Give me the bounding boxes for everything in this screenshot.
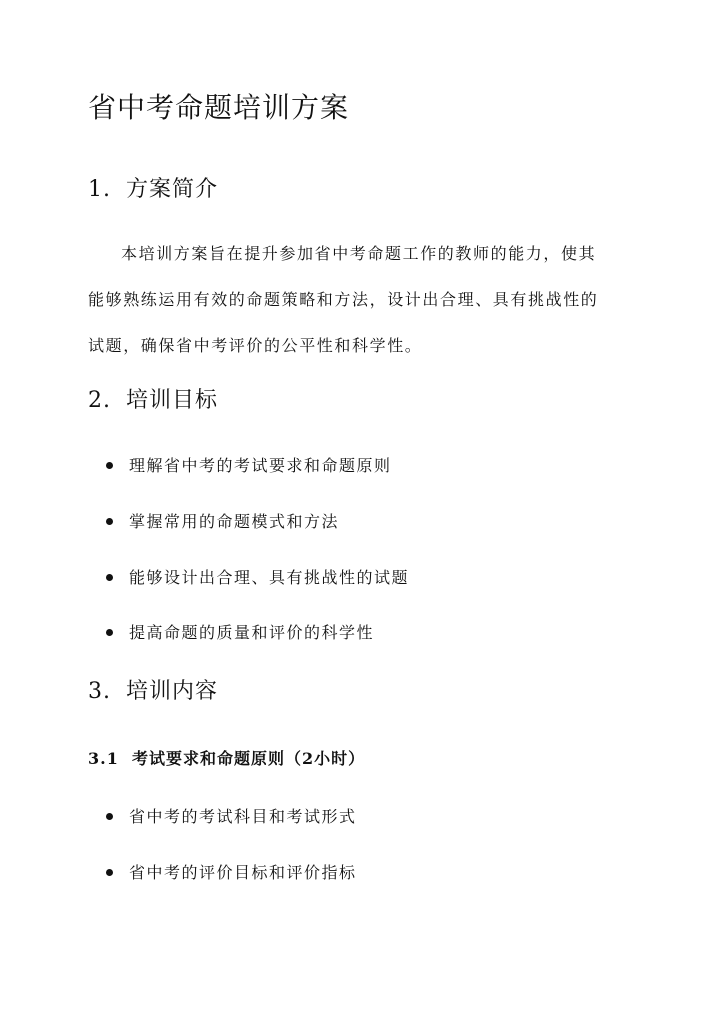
- section-3-heading: [88, 676, 218, 708]
- list-item: [106, 805, 357, 829]
- paragraph-line: 本培训方案旨在提升参加省中考命题工作的教师的能力，使其: [121, 244, 597, 263]
- list-item: [106, 510, 339, 534]
- paragraph-line: 试题，确保省中考评价的公平性和科学性。: [88, 336, 423, 355]
- bullet-icon: [106, 462, 113, 469]
- bullet-icon: [106, 869, 113, 876]
- subsection-3-1-number: 3.1: [88, 749, 119, 768]
- section-1-number: 1.: [88, 177, 111, 202]
- subsection-3-1-heading: [88, 747, 365, 771]
- list-item-text: 能够设计出合理、具有挑战性的试题: [129, 568, 410, 587]
- list-item: [106, 861, 357, 885]
- bullet-icon: [106, 518, 113, 525]
- section-2-number: 2.: [88, 388, 111, 413]
- list-item: [106, 454, 392, 478]
- section-3-title: 培训内容: [126, 679, 219, 704]
- paragraph-line: 能够熟练运用有效的命题策略和方法，设计出合理、具有挑战性的: [88, 290, 599, 309]
- list-item-text: 省中考的考试科目和考试形式: [129, 807, 357, 826]
- bullet-icon: [106, 574, 113, 581]
- list-item-text: 提高命题的质量和评价的科学性: [129, 623, 375, 642]
- document-title: 省中考命题培训方案: [88, 91, 350, 124]
- section-3-number: 3.: [88, 679, 111, 704]
- list-item-text: 掌握常用的命题模式和方法: [129, 512, 340, 531]
- section-1-heading: [88, 174, 218, 206]
- section-1-title: 方案简介: [126, 177, 219, 202]
- section-2-heading: [88, 385, 218, 417]
- list-item-text: 省中考的评价目标和评价指标: [129, 863, 357, 882]
- list-item: [106, 621, 374, 645]
- subsection-3-1-title: 考试要求和命题原则（2小时）: [132, 749, 366, 768]
- bullet-icon: [106, 813, 113, 820]
- bullet-icon: [106, 629, 113, 636]
- section-2-title: 培训目标: [126, 388, 219, 413]
- list-item-text: 理解省中考的考试要求和命题原则: [129, 456, 392, 475]
- section-1-paragraph: [88, 238, 633, 355]
- list-item: [106, 566, 409, 590]
